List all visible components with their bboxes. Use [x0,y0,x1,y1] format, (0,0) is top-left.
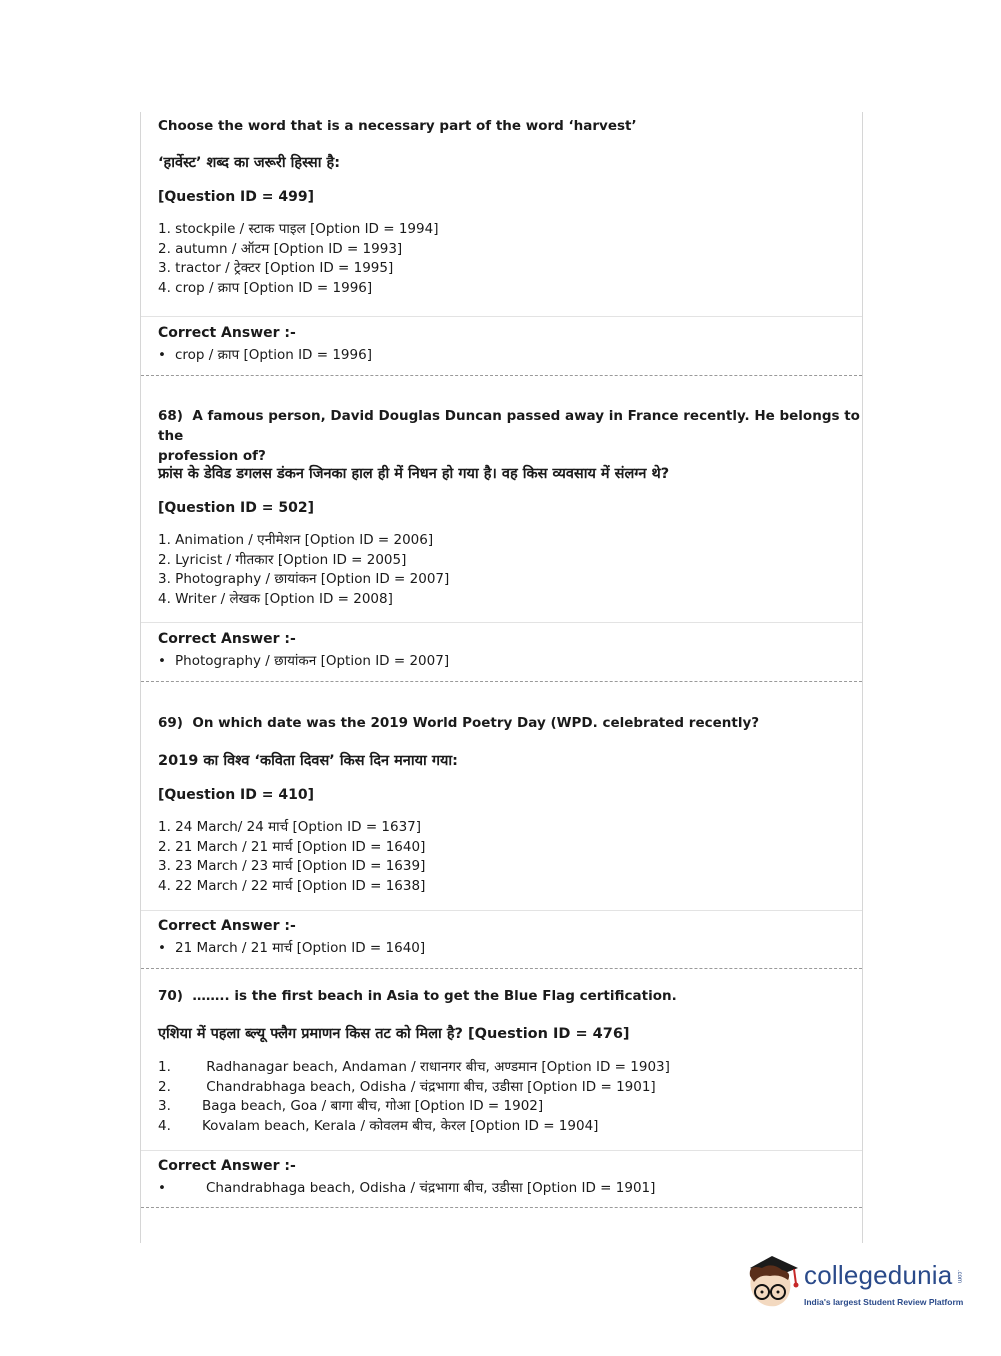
student-mascot-icon [742,1250,802,1314]
divider [141,1150,862,1151]
option-item: 3. tractor / ट्रेक्टर [Option ID = 1995] [158,260,394,277]
bullet-icon: • [158,653,166,669]
correct-answer-item [158,1179,879,1197]
option-item: 4. crop / क्राप [Option ID = 1996] [158,279,373,296]
option-item: 2. autumn / ऑटम [Option ID = 1993] [158,240,403,257]
question-67 [141,116,899,136]
divider [141,316,862,317]
question-text [158,406,879,446]
option-number: 2. [158,1078,171,1095]
option-item: 1. stockpile / स्टाक पाइल [Option ID = 1994] [158,221,439,237]
option-number: 4. [158,1117,171,1134]
question-68-id-wrap [141,499,899,517]
bullet-icon: • [158,940,166,956]
logo-wordmark: collegedunia [804,1260,953,1290]
question-68-options [141,531,899,609]
question-id: [Question ID = 410] [158,787,314,803]
correct-answer-70 [141,1157,899,1197]
correct-answer-text: 21 March / 21 मार्च [Option ID = 1640] [175,940,426,956]
option-item [158,1097,879,1117]
question-68 [141,406,899,466]
question-68-hindi-wrap [141,464,899,484]
correct-answer-text: crop / क्राप [Option ID = 1996] [175,347,372,363]
option-item: 4. 22 March / 22 मार्च [Option ID = 1638] [158,877,426,894]
option-item: 3. 23 March / 23 मार्च [Option ID = 1639] [158,858,426,875]
correct-answer-text: Chandrabhaga beach, Odisha / चंद्रभागा बीच, उडीसा [Option ID = 1901] [206,1180,656,1196]
option-item [158,1117,879,1137]
question-70-options [141,1058,899,1136]
question-text: Choose the word that is a necessary part of the word ‘harvest’ [158,118,637,134]
correct-answer-title: Correct Answer :- [158,631,296,647]
option-item: 1. 24 March/ 24 मार्च [Option ID = 1637] [158,819,422,835]
correct-answer-title: Correct Answer :- [158,325,296,341]
logo-tagline: India's largest Student Review Platform [804,1297,964,1307]
dashed-divider [141,375,862,376]
bullet-icon: • [158,1180,166,1196]
question-number: 69) [158,715,183,731]
option-text: Kovalam beach, Kerala / कोवलम बीच, केरल [Option ID = 1904] [202,1117,599,1134]
logo-dotcom: .com [956,1270,962,1284]
divider [141,910,862,911]
question-line-1: …….. is the first beach in Asia to get the Blue Flag certification. [192,988,677,1004]
question-paper-frame [140,112,863,1243]
question-70 [141,986,899,1006]
question-69 [141,713,899,733]
question-hindi-text: 2019 का विश्व ‘कविता दिवस’ किस दिन मनाया गया: [158,753,458,769]
question-number: 68) [158,408,183,424]
option-item: 3. Photography / छायांकन [Option ID = 2007] [158,571,450,588]
option-text: Chandrabhaga beach, Odisha / चंद्रभागा बीच, उडीसा [Option ID = 1901] [202,1078,656,1095]
question-text [158,986,879,1006]
question-hindi-text: फ्रांस के डेविड डगलस डंकन जिनका हाल ही में निधन हो गया है। वह किस व्यवसाय में संलग्न थे? [158,466,670,482]
option-item [158,1078,879,1098]
correct-answer-69 [141,917,899,957]
correct-answer-text: Photography / छायांकन [Option ID = 2007] [175,653,450,669]
correct-answer-title: Correct Answer :- [158,1158,296,1174]
option-number: 3. [158,1098,171,1115]
correct-answer-68 [141,630,899,670]
question-hindi-text: ‘हार्वेस्ट’ शब्द का जरूरी हिस्सा है: [158,155,341,171]
dashed-divider [141,681,862,682]
question-69-id-wrap [141,786,899,804]
option-item: 2. Lyricist / गीतकार [Option ID = 2005] [158,551,407,568]
question-69-hindi-wrap [141,751,899,771]
collegedunia-logo [742,1250,972,1314]
correct-answer-item [158,939,879,957]
correct-answer-item [158,652,879,670]
option-text: Radhanagar beach, Andaman / राधानगर बीच, अण्डमान [Option ID = 1903] [202,1059,670,1075]
question-line-2: profession of? [158,448,266,464]
correct-answer-title: Correct Answer :- [158,918,296,934]
option-item: 2. 21 March / 21 मार्च [Option ID = 1640] [158,838,426,855]
question-text [158,713,879,733]
correct-answer-item [158,346,879,364]
question-67-options [141,220,899,298]
question-hindi-text: एशिया में पहला ब्ल्यू फ्लैग प्रमाणन किस तट को मिला है? [Question ID = 476] [158,1026,630,1042]
dashed-divider [141,1207,862,1208]
question-70-hindi-wrap [141,1024,899,1044]
question-id: [Question ID = 502] [158,500,314,516]
option-number: 1. [158,1059,171,1075]
question-number: 70) [158,988,183,1004]
dashed-divider [141,968,862,969]
question-id: [Question ID = 499] [158,189,314,205]
option-item [158,1058,879,1078]
question-67-hindi-wrap [141,153,899,173]
bullet-icon: • [158,347,166,363]
correct-answer-67 [141,324,899,364]
option-item: 1. Animation / एनीमेशन [Option ID = 2006] [158,532,434,548]
question-line-1: On which date was the 2019 World Poetry Day (WPD. celebrated recently? [192,715,760,731]
question-69-options [141,818,899,896]
option-text: Baga beach, Goa / बागा बीच, गोआ [Option ID = 1902] [202,1098,544,1115]
option-item: 4. Writer / लेखक [Option ID = 2008] [158,590,393,607]
question-line-1: A famous person, David Douglas Duncan passed away in France recently. He belongs to the [158,408,860,444]
question-67-id-wrap [141,188,899,206]
divider [141,622,862,623]
